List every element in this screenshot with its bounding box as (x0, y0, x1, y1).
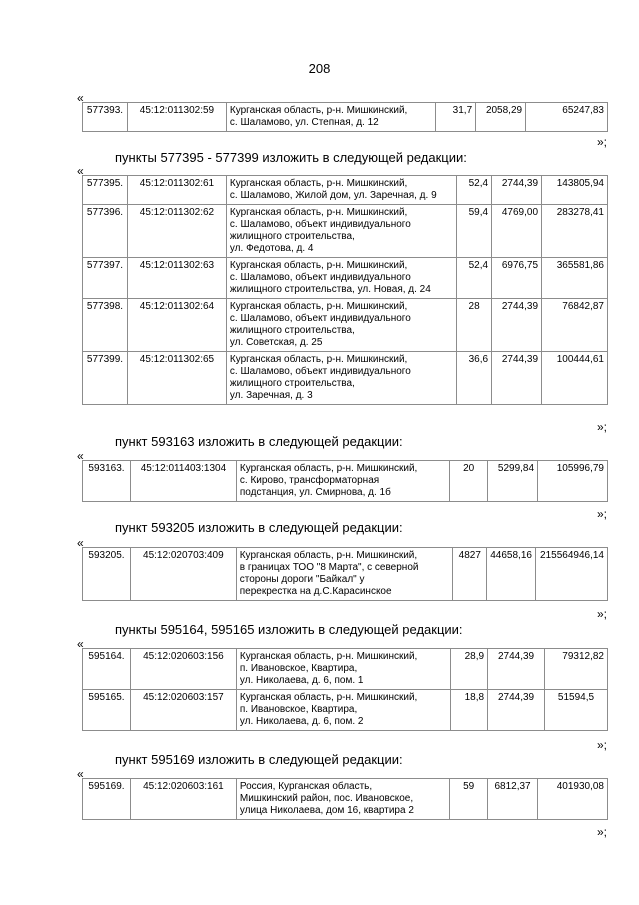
cadastral-value: 100444,61 (542, 352, 608, 405)
open-quote: « (77, 536, 84, 550)
area: 52,4 (457, 258, 492, 299)
cadastral-value: 143805,94 (542, 176, 608, 205)
address: Курганская область, р-н. Мишкинский, п. Ивановское, Квартира, ул. Николаева, д. 6, пом. 2 (236, 690, 450, 731)
row-number: 577397. (83, 258, 128, 299)
area: 31,7 (436, 103, 476, 132)
cadastral-table (82, 175, 608, 405)
area: 20 (450, 461, 488, 502)
rate: 2744,39 (492, 176, 542, 205)
row-number: 577396. (83, 205, 128, 258)
table-row (83, 205, 608, 258)
table-row (83, 352, 608, 405)
cadastral-value: 105996,79 (538, 461, 608, 502)
area: 28,9 (451, 649, 488, 690)
address: Курганская область, р-н. Мишкинский, с. Шаламово, Жилой дом, ул. Заречная, д. 9 (226, 176, 456, 205)
rate: 6812,37 (488, 779, 538, 820)
rate: 2744,39 (492, 352, 542, 405)
cadastral-value: 365581,86 (542, 258, 608, 299)
rate: 44658,16 (487, 548, 536, 601)
area: 59 (450, 779, 488, 820)
cadastral-number: 45:12:020603:161 (130, 779, 236, 820)
table-row (83, 258, 608, 299)
row-number: 593163. (83, 461, 131, 502)
page-number: 208 (308, 61, 331, 76)
table-row (83, 461, 608, 502)
rate: 6976,75 (492, 258, 542, 299)
cadastral-number: 45:12:011302:65 (127, 352, 226, 405)
cadastral-value: 65247,83 (526, 103, 608, 132)
area: 52,4 (457, 176, 492, 205)
cadastral-number: 45:12:011302:64 (127, 299, 226, 352)
cadastral-value: 76842,87 (542, 299, 608, 352)
amendment-paragraph: пункт 593163 изложить в следующей редакции: (115, 434, 403, 449)
address: Россия, Курганская область, Мишкинский район, пос. Ивановское, улица Николаева, дом 16, квартира 2 (236, 779, 449, 820)
amendment-paragraph: пункты 577395 - 577399 изложить в следующей редакции: (115, 150, 467, 165)
cadastral-table (82, 102, 608, 132)
address: Курганская область, р-н. Мишкинский, с. Шаламово, объект индивидуального жилищного строительства, ул. Заречная, д. 3 (226, 352, 456, 405)
close-quote: »; (597, 825, 608, 839)
cadastral-number: 45:12:011403:1304 (130, 461, 236, 502)
address: Курганская область, р-н. Мишкинский, п. Ивановское, Квартира, ул. Николаева, д. 6, пом. 1 (236, 649, 450, 690)
cadastral-number: 45:12:020603:157 (130, 690, 236, 731)
close-quote: »; (597, 738, 608, 752)
amendment-paragraph: пункты 595164, 595165 изложить в следующей редакции: (115, 622, 463, 637)
cadastral-table (82, 648, 608, 731)
open-quote: « (77, 637, 84, 651)
close-quote: »; (597, 607, 608, 621)
address: Курганская область, р-н. Мишкинский, с. Шаламово, ул. Степная, д. 12 (226, 103, 435, 132)
row-number: 577395. (83, 176, 128, 205)
rate: 4769,00 (492, 205, 542, 258)
cadastral-value: 51594,5 (545, 690, 608, 731)
table-row (83, 548, 608, 601)
open-quote: « (77, 767, 84, 781)
rate: 2058,29 (476, 103, 526, 132)
cadastral-value: 401930,08 (538, 779, 608, 820)
amendment-paragraph: пункт 595169 изложить в следующей редакции: (115, 752, 403, 767)
address: Курганская область, р-н. Мишкинский, в границах ТОО "8 Марта", с северной стороны дороги "Байкал" у перекрестка на д.С.Карасинское (236, 548, 453, 601)
address: Курганская область, р-н. Мишкинский, с. Шаламово, объект индивидуального жилищного строительства, ул. Советская, д. 25 (226, 299, 456, 352)
row-number: 577399. (83, 352, 128, 405)
cadastral-number: 45:12:011302:59 (127, 103, 226, 132)
row-number: 595165. (83, 690, 131, 731)
table-row (83, 176, 608, 205)
area: 18,8 (451, 690, 488, 731)
rate: 5299,84 (488, 461, 538, 502)
cadastral-number: 45:12:011302:63 (127, 258, 226, 299)
rate: 2744,39 (488, 649, 545, 690)
cadastral-table (82, 778, 608, 820)
cadastral-number: 45:12:011302:61 (127, 176, 226, 205)
rate: 2744,39 (488, 690, 545, 731)
row-number: 577393. (83, 103, 128, 132)
close-quote: »; (597, 420, 608, 434)
cadastral-value: 215564946,14 (535, 548, 607, 601)
area: 4827 (453, 548, 487, 601)
cadastral-table (82, 460, 608, 502)
open-quote: « (77, 91, 84, 105)
area: 36,6 (457, 352, 492, 405)
address: Курганская область, р-н. Мишкинский, с. Шаламово, объект индивидуального жилищного строительства, ул. Федотова, д. 4 (226, 205, 456, 258)
cadastral-number: 45:12:020603:156 (130, 649, 236, 690)
cadastral-table (82, 547, 608, 601)
address: Курганская область, р-н. Мишкинский, с. Кирово, трансформаторная подстанция, ул. Смирнова, д. 1б (236, 461, 449, 502)
open-quote: « (77, 164, 84, 178)
table-row (83, 103, 608, 132)
cadastral-value: 283278,41 (542, 205, 608, 258)
area: 28 (457, 299, 492, 352)
cadastral-number: 45:12:011302:62 (127, 205, 226, 258)
cadastral-number: 45:12:020703:409 (130, 548, 236, 601)
close-quote: »; (597, 135, 608, 149)
row-number: 593205. (83, 548, 131, 601)
row-number: 577398. (83, 299, 128, 352)
close-quote: »; (597, 507, 608, 521)
row-number: 595164. (83, 649, 131, 690)
open-quote: « (77, 449, 84, 463)
table-row (83, 299, 608, 352)
table-row (83, 690, 608, 731)
cadastral-value: 79312,82 (545, 649, 608, 690)
table-row (83, 779, 608, 820)
rate: 2744,39 (492, 299, 542, 352)
amendment-paragraph: пункт 593205 изложить в следующей редакции: (115, 520, 403, 535)
row-number: 595169. (83, 779, 131, 820)
table-row (83, 649, 608, 690)
area: 59,4 (457, 205, 492, 258)
address: Курганская область, р-н. Мишкинский, с. Шаламово, объект индивидуального жилищного строительства, ул. Новая, д. 24 (226, 258, 456, 299)
